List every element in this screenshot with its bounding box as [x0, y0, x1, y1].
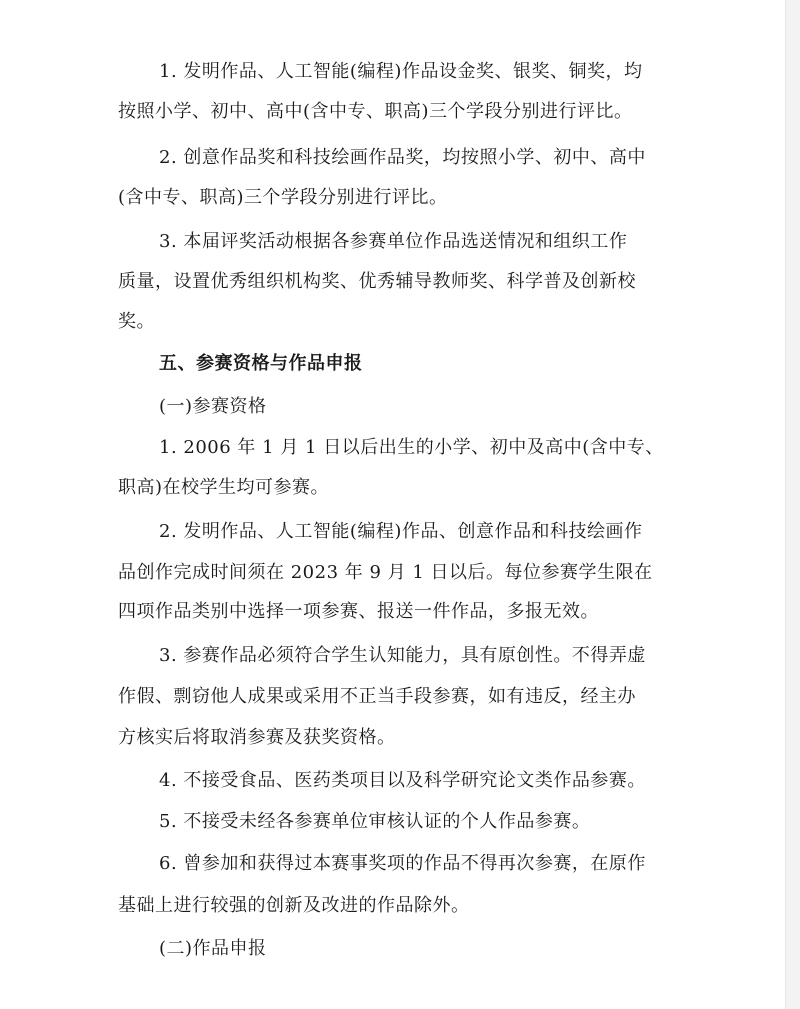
eligibility-rule-4: 4. 不接受食品、医药类项目以及科学研究论文类作品参赛。 — [159, 770, 646, 791]
eligibility-rule-6-line-2: 基础上进行较强的创新及改进的作品除外。 — [118, 895, 470, 916]
subsection-heading-2: (二)作品申报 — [159, 938, 267, 959]
award-rule-3-line-3: 奖。 — [118, 311, 155, 332]
eligibility-rule-2-line-3: 四项作品类别中选择一项参赛、报送一件作品，多报无效。 — [118, 601, 599, 622]
award-rule-1-line-1: 1. 发明作品、人工智能(编程)作品设金奖、银奖、铜奖，均 — [159, 61, 643, 82]
eligibility-rule-2-line-2: 品创作完成时间须在 2023 年 9 月 1 日以后。每位参赛学生限在 — [118, 562, 653, 583]
award-rule-2-line-1: 2. 创意作品奖和科技绘画作品奖，均按照小学、初中、高中 — [159, 147, 646, 168]
eligibility-rule-1-line-1: 1. 2006 年 1 月 1 日以后出生的小学、初中及高中(含中专、 — [159, 437, 664, 458]
award-rule-3-line-1: 3. 本届评奖活动根据各参赛单位作品选送情况和组织工作 — [159, 231, 628, 252]
page-edge-strip — [785, 0, 800, 1009]
eligibility-rule-3-line-3: 方核实后将取消参赛及获奖资格。 — [118, 727, 396, 748]
eligibility-rule-6-line-1: 6. 曾参加和获得过本赛事奖项的作品不得再次参赛，在原作 — [159, 853, 646, 874]
eligibility-rule-5: 5. 不接受未经各参赛单位审核认证的个人作品参赛。 — [159, 811, 591, 832]
subsection-heading-1: (一)参赛资格 — [159, 396, 267, 417]
award-rule-3-line-2: 质量，设置优秀组织机构奖、优秀辅导教师奖、科学普及创新校 — [118, 271, 636, 292]
section-heading-5: 五、参赛资格与作品申报 — [159, 353, 363, 374]
award-rule-1-line-2: 按照小学、初中、高中(含中专、职高)三个学段分别进行评比。 — [118, 101, 633, 122]
eligibility-rule-1-line-2: 职高)在校学生均可参赛。 — [118, 477, 330, 498]
eligibility-rule-2-line-1: 2. 发明作品、人工智能(编程)作品、创意作品和科技绘画作 — [159, 521, 643, 542]
eligibility-rule-3-line-2: 作假、剽窃他人成果或采用不正当手段参赛，如有违反，经主办 — [118, 686, 636, 707]
eligibility-rule-3-line-1: 3. 参赛作品必须符合学生认知能力，具有原创性。不得弄虚 — [159, 645, 646, 666]
award-rule-2-line-2: (含中专、职高)三个学段分别进行评比。 — [118, 187, 448, 208]
